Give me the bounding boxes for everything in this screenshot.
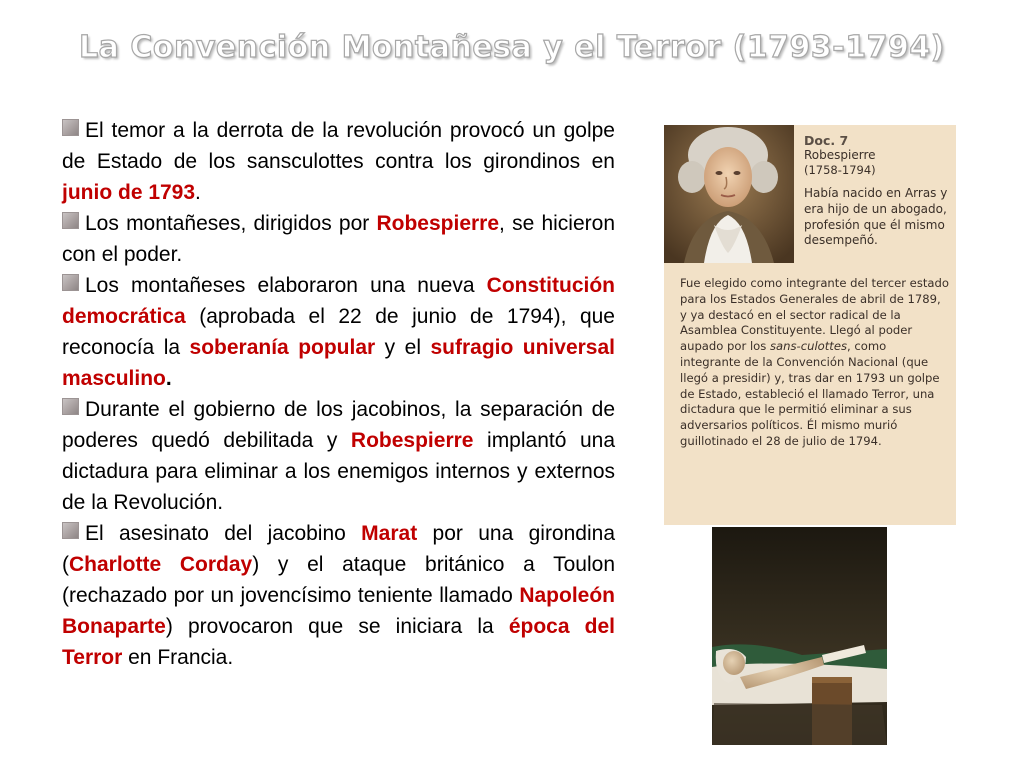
highlighted-term: Constitución democrática: [62, 274, 615, 328]
highlighted-term: época del Terror: [62, 615, 615, 669]
bullet-text: implantó una dictadura para eliminar a los enemigos internos y externos de la Revolución.: [62, 429, 615, 514]
highlighted-term: Marat: [361, 522, 418, 545]
highlighted-term: soberanía popular: [189, 336, 376, 359]
doc-text-italic: sans-culottes: [770, 339, 848, 354]
highlighted-term: Robespierre: [376, 212, 500, 235]
highlighted-term: Napoleón Bonaparte: [62, 584, 615, 638]
square-bullet-icon: [62, 398, 79, 415]
bullet-item: [62, 394, 615, 518]
robespierre-portrait: [664, 125, 794, 263]
bullet-item: [62, 208, 615, 270]
doc-body-text: [680, 276, 950, 450]
square-bullet-icon: [62, 522, 79, 539]
bullet-item: [62, 270, 615, 394]
bullet-text: Durante el gobierno de los jacobinos, la separación de poderes quedó debilitada y: [62, 398, 615, 452]
doc-person-dates: (1758-1794): [804, 163, 876, 177]
bullet-text: en Francia.: [122, 646, 234, 669]
square-bullet-icon: [62, 119, 79, 136]
bullet-text: Los montañeses elaboraron una nueva: [85, 274, 487, 297]
doc-person-name: Robespierre: [804, 148, 876, 162]
bullet-text: El asesinato del jacobino: [85, 522, 362, 545]
bullet-item: [62, 115, 615, 208]
bullet-item: [62, 518, 615, 673]
doc-label: Doc. 7: [804, 133, 849, 148]
highlighted-term: junio de 1793: [62, 181, 196, 204]
doc-text-part: Fue elegido como integrante del tercer estado para los Estados Generales de abril de 1789, y ya destacó en el sector radical de la Asamblea Constituyente. Llegó al poder aupado por los: [680, 276, 949, 354]
bullet-text: y el: [375, 336, 431, 359]
square-bullet-icon: [62, 212, 79, 229]
highlighted-term: Charlotte Corday: [69, 553, 253, 576]
robespierre-doc-card: [664, 125, 956, 525]
highlighted-term: sufragio universal masculino: [62, 336, 615, 390]
doc-header: [804, 133, 954, 249]
bullet-text: , se hicieron con el poder.: [62, 212, 615, 266]
bullet-list: [62, 115, 615, 673]
bullet-text: El temor a la derrota de la revolución provocó un golpe de Estado de los sansculottes contra los girondinos en: [62, 119, 615, 173]
doc-text-part: , como integrante de la Convención Nacional (que llegó a presidir) y, tras dar en 1793 un golpe de Estado, estableció el llamado Terror, una dictadura que le permitió eliminar a sus adversarios políticos. Él mismo murió guillotinado el 28 de julio de 1794.: [680, 339, 940, 448]
death-of-marat-painting: [712, 527, 887, 745]
slide-title: La Convención Montañesa y el Terror (1793-1794): [79, 30, 945, 65]
doc-intro-text: Había nacido en Arras y era hijo de un abogado, profesión que él mismo desempeñó.: [804, 186, 948, 248]
bullet-text: ) provocaron que se iniciara la: [165, 615, 509, 638]
bullet-text: Los montañeses, dirigidos por: [85, 212, 377, 235]
bullet-text: por una girondina (: [62, 522, 615, 576]
bullet-text: (aprobada el 22 de junio de 1794), que reconocía la: [62, 305, 615, 359]
highlighted-term: Robespierre: [350, 429, 474, 452]
bullet-text: ) y el ataque británico a Toulon (rechazado por un jovencísimo teniente llamado: [62, 553, 615, 607]
bullet-text: .: [195, 181, 201, 204]
bullet-text: .: [165, 367, 172, 390]
square-bullet-icon: [62, 274, 79, 291]
